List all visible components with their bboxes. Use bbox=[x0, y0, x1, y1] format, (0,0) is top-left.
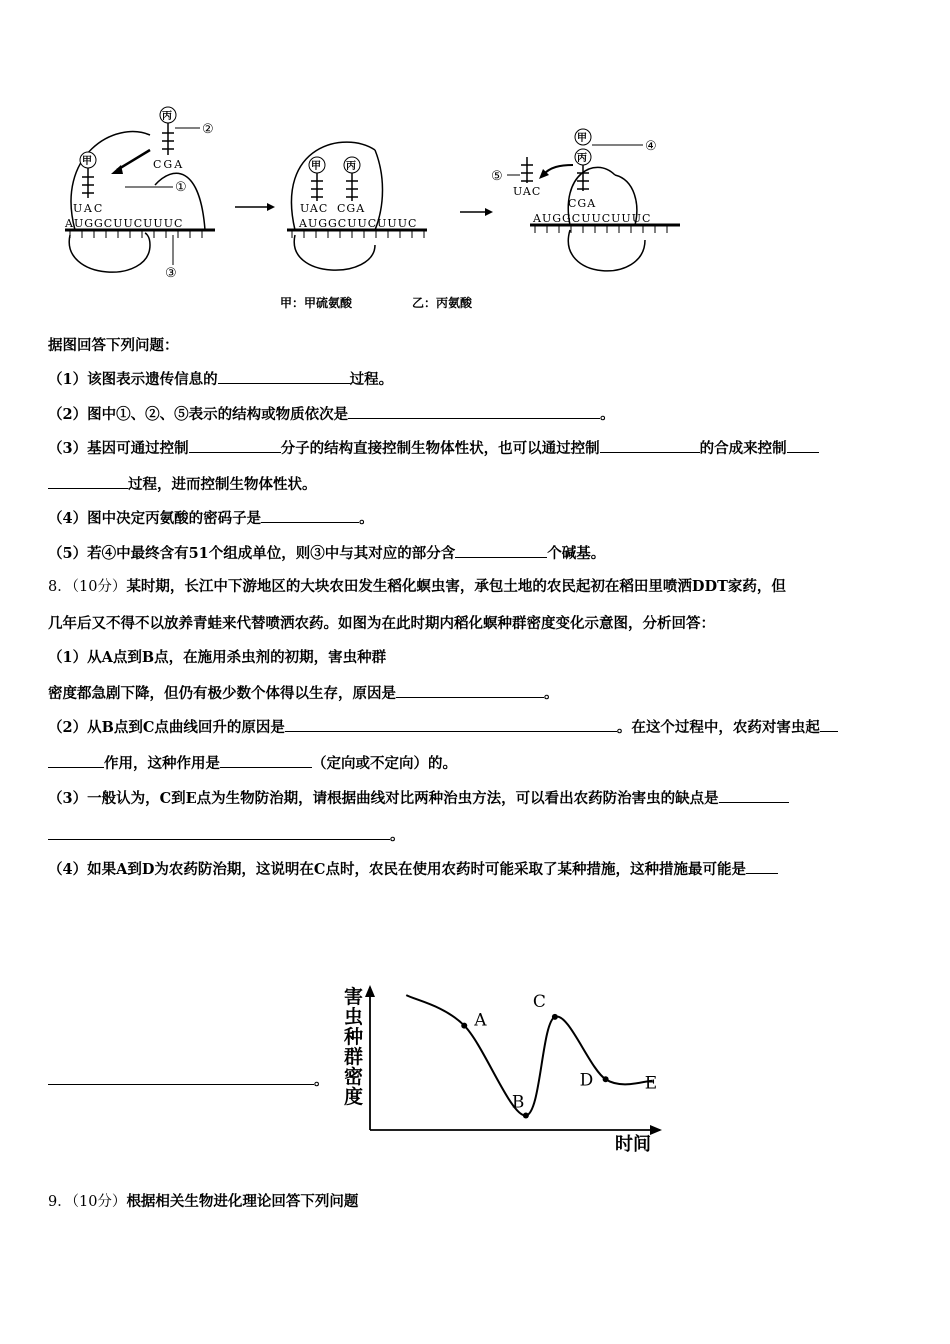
q7-part3-cont: 过程，进而控制生物体性状。 bbox=[48, 474, 317, 495]
label-bing-2: 丙 bbox=[346, 161, 356, 172]
q9-stem: 9．（10分）根据相关生物进化理论回答下列问题 bbox=[48, 1193, 359, 1210]
answer-blank[interactable] bbox=[285, 717, 617, 732]
point-label-e: E bbox=[644, 1073, 658, 1094]
density-curve bbox=[406, 995, 653, 1115]
anticodon-uac-3: UAC bbox=[513, 185, 542, 198]
marker-5: ⑤ bbox=[491, 169, 503, 184]
y-axis-label: 害虫种群密度 bbox=[344, 986, 364, 1108]
mrna-sequence-2: AUGGCUUCUUUC bbox=[299, 217, 418, 230]
q7-part2: （2）图中①、②、⑤表示的结构或物质依次是 。 bbox=[48, 406, 615, 423]
point-label-c: C bbox=[532, 991, 546, 1012]
marker-4: ④ bbox=[645, 139, 657, 154]
anticodon-cga-2: CGA bbox=[337, 202, 366, 215]
answer-blank[interactable] bbox=[48, 753, 104, 768]
x-axis-label: 时间 bbox=[615, 1134, 651, 1155]
mrna-sequence-1: AUGGCUUCUUUC bbox=[65, 217, 184, 230]
label-bing-3: 丙 bbox=[577, 153, 587, 164]
q9-number: 9．（10分） bbox=[48, 1194, 127, 1210]
point-a bbox=[461, 1023, 467, 1029]
answer-blank[interactable] bbox=[261, 508, 359, 523]
answer-blank[interactable] bbox=[48, 1070, 314, 1085]
answer-blank[interactable] bbox=[719, 788, 789, 803]
answer-blank[interactable] bbox=[48, 825, 390, 840]
q8-part1: （1）从A点到B点，在施用杀虫剂的初期，害虫种群 bbox=[48, 649, 387, 666]
answer-blank[interactable] bbox=[746, 859, 778, 874]
pest-density-chart bbox=[330, 985, 675, 1160]
marker-3: ③ bbox=[165, 266, 177, 281]
y-axis-arrow bbox=[365, 985, 375, 997]
ribosome-panel-3 bbox=[491, 129, 680, 271]
point-label-b: B bbox=[511, 1092, 525, 1113]
anticodon-uac-1: UAC bbox=[73, 202, 105, 215]
label-jia-2: 甲 bbox=[311, 161, 321, 172]
anticodon-cga-3: CGA bbox=[568, 197, 597, 210]
q7-part5: （5）若④中最终含有51个组成单位，则③中与其对应的部分含 个碱基。 bbox=[48, 545, 606, 562]
translation-diagram bbox=[55, 95, 705, 325]
q8-part4-cont: 。 bbox=[48, 1070, 329, 1091]
point-label-a: A bbox=[474, 1010, 487, 1031]
ribosome-panel-1 bbox=[64, 107, 215, 281]
q8-stem-line1: 8．（10分）某时期，长江中下游地区的大块农田发生稻化螟虫害，承包土地的农民起初在稻田里喷洒DDT家药，但 bbox=[48, 578, 786, 595]
q8-number: 8．（10分） bbox=[48, 579, 127, 595]
q8-part2-cont: 作用，这种作用是 （定向或不定向）的。 bbox=[48, 753, 457, 774]
answer-blank[interactable] bbox=[348, 404, 600, 419]
anticodon-uac-2: UAC bbox=[300, 202, 329, 215]
q7-part3: （3）基因可通过控制 分子的结构直接控制生物体性状，也可以通过控制 的合成来控制 bbox=[48, 438, 819, 459]
legend-yi: 乙：丙氨酸 bbox=[412, 296, 473, 310]
q7-part1: （1）该图表示遗传信息的 过程。 bbox=[48, 371, 394, 388]
answer-blank[interactable] bbox=[48, 474, 128, 489]
marker-1: ① bbox=[175, 180, 187, 195]
label-bing-1: 丙 bbox=[162, 111, 172, 122]
intro-text: 据图回答下列问题： bbox=[48, 337, 179, 354]
answer-blank[interactable] bbox=[189, 438, 281, 453]
q7-part4: （4）图中决定丙氨酸的密码子是 。 bbox=[48, 510, 374, 527]
ribosome-panel-2 bbox=[287, 142, 427, 270]
q8-part1-cont: 密度都急剧下降，但仍有极少数个体得以生存，原因是 。 bbox=[48, 685, 559, 702]
point-b bbox=[523, 1113, 529, 1119]
q8-part3: （3）一般认为，C到E点为生物防治期，请根据曲线对比两种治虫方法，可以看出农药防治害虫的缺点是 bbox=[48, 788, 789, 809]
q8-part2: （2）从B点到C点曲线回升的原因是 。在这个过程中，农药对害虫起 bbox=[48, 717, 838, 738]
mrna-sequence-3: AUGGCUUCUUUC bbox=[533, 212, 652, 225]
label-jia-3: 甲 bbox=[577, 133, 587, 144]
answer-blank[interactable] bbox=[218, 369, 350, 384]
point-label-d: D bbox=[579, 1070, 594, 1091]
q8-stem-line2: 几年后又不得不以放养青蛙来代替喷洒农药。如图为在此时期内稻化螟种群密度变化示意图，分析回答： bbox=[48, 615, 715, 632]
answer-blank[interactable] bbox=[455, 543, 547, 558]
anticodon-cga-1: CGA bbox=[153, 158, 185, 171]
answer-blank[interactable] bbox=[787, 438, 819, 453]
answer-blank[interactable] bbox=[396, 683, 544, 698]
q8-part4: （4）如果A到D为农药防治期，这说明在C点时，农民在使用农药时可能采取了某种措施，这种措施最可能是 bbox=[48, 859, 778, 880]
point-d bbox=[603, 1076, 609, 1082]
marker-2: ② bbox=[202, 122, 214, 137]
legend-jia: 甲：甲硫氨酸 bbox=[280, 296, 353, 310]
label-jia-1: 甲 bbox=[82, 156, 92, 167]
answer-blank[interactable] bbox=[820, 717, 838, 732]
point-c bbox=[552, 1014, 558, 1020]
q8-part3-cont: 。 bbox=[48, 825, 405, 846]
answer-blank[interactable] bbox=[220, 753, 312, 768]
x-axis-arrow bbox=[650, 1125, 662, 1135]
answer-blank[interactable] bbox=[600, 438, 700, 453]
